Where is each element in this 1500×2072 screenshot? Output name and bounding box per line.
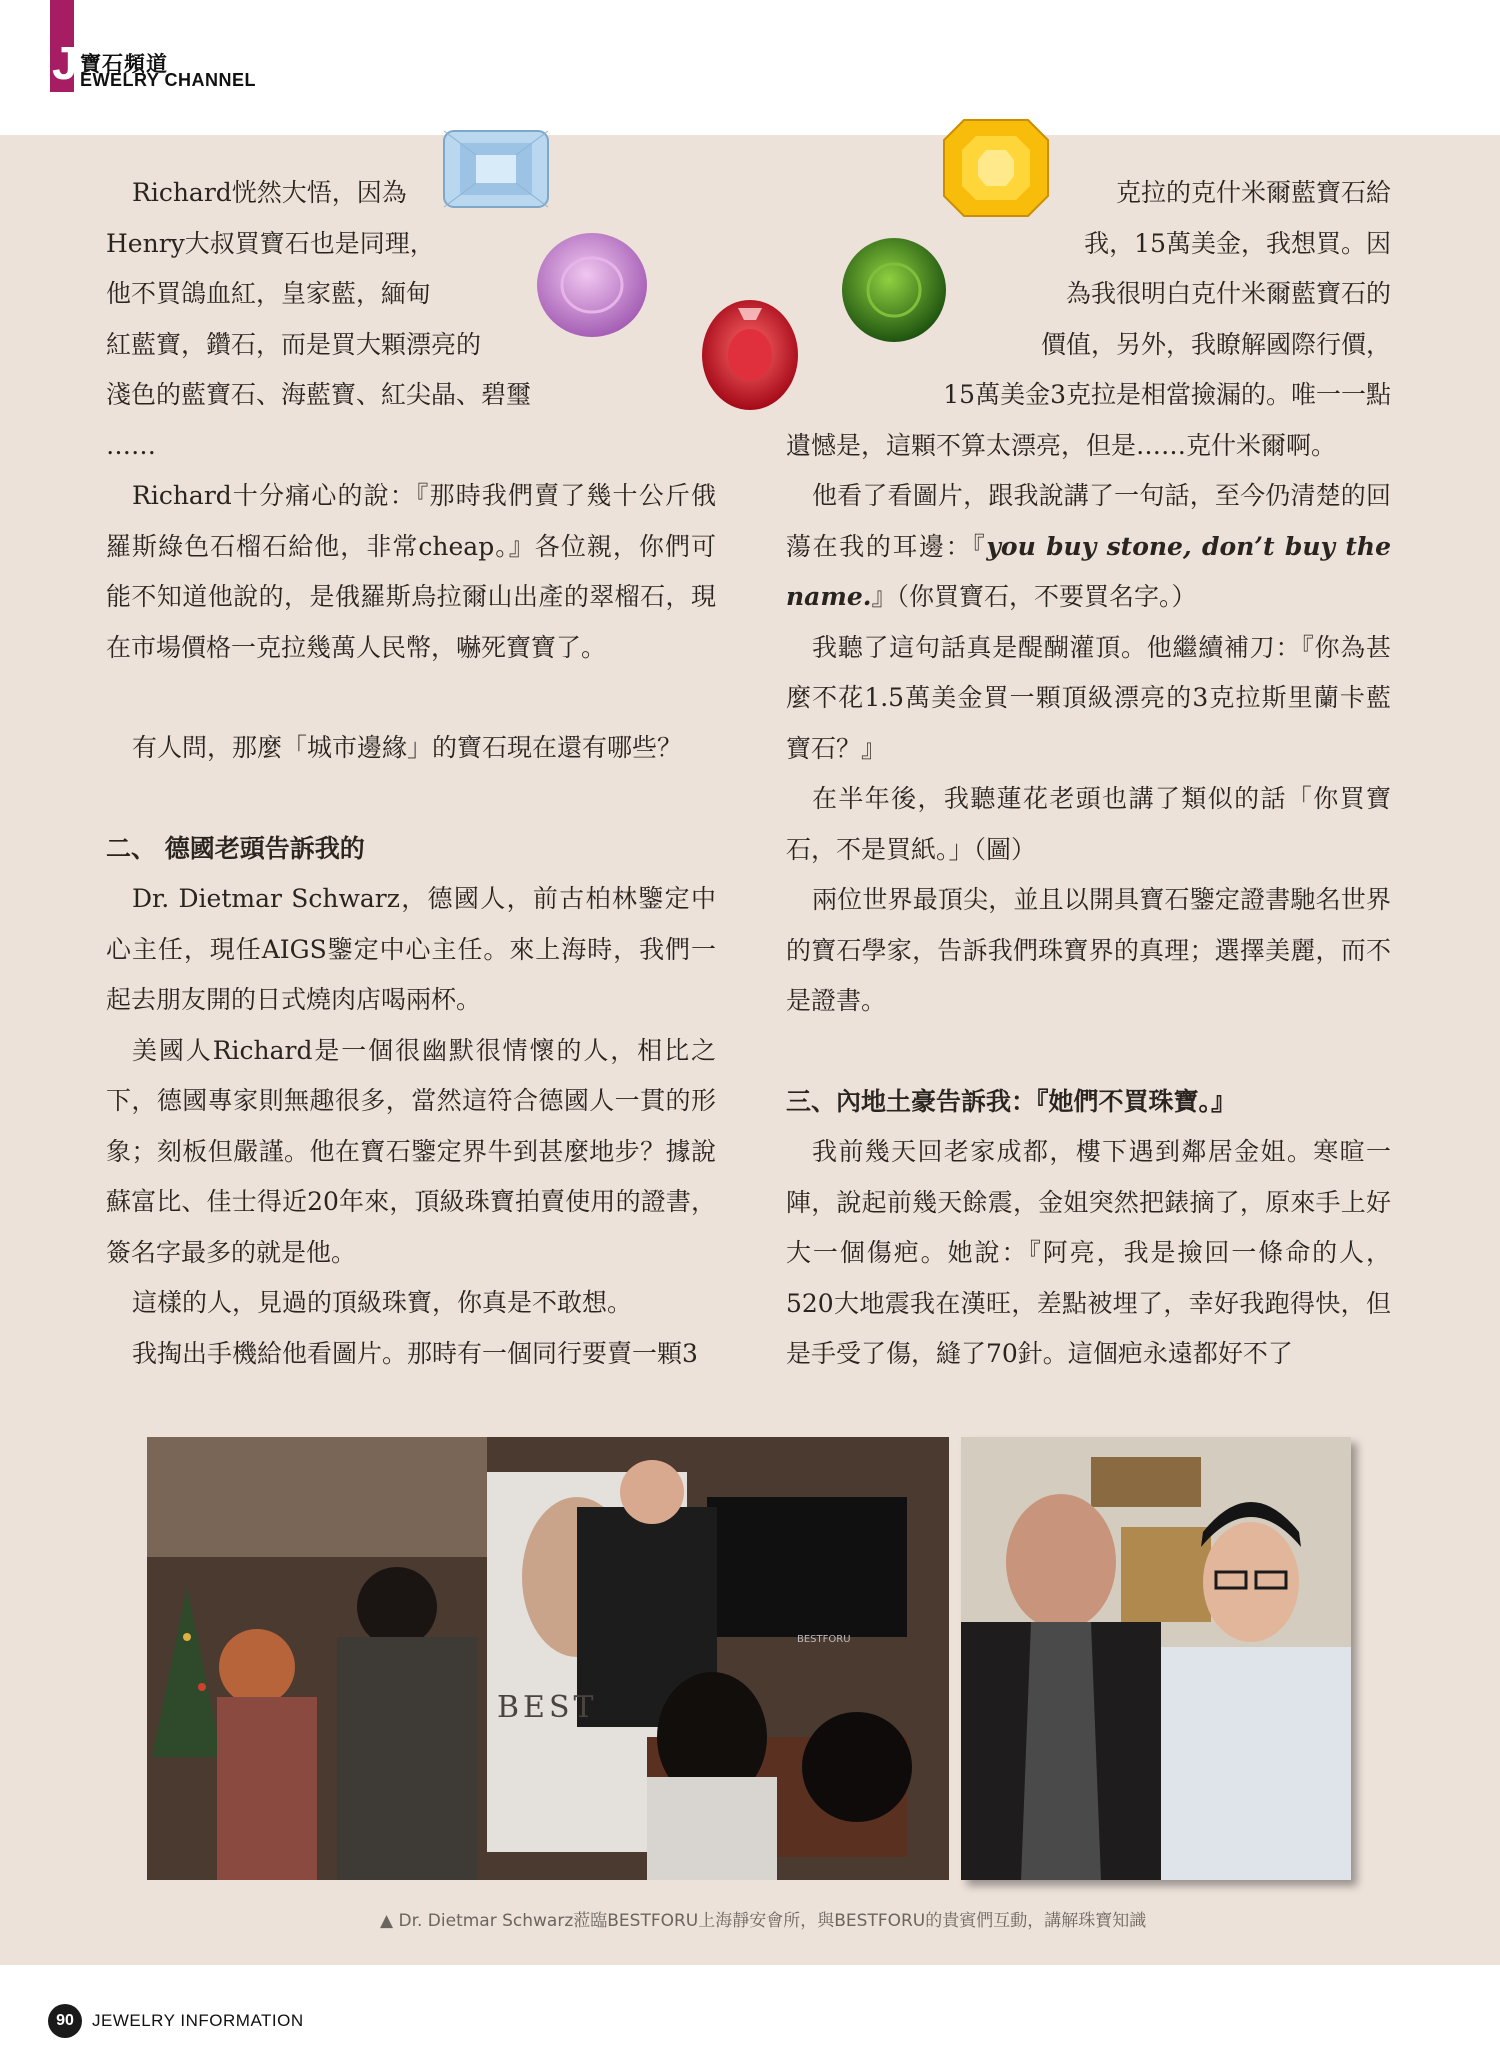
left-line-3: 他不買鴿血紅，皇家藍，緬甸 <box>106 279 432 308</box>
paragraph-quote <box>786 471 1391 623</box>
right-text-column <box>786 168 1391 1380</box>
channel-title-zh: 寶石頻道 <box>80 52 168 76</box>
page-number: 90 <box>48 2004 82 2038</box>
paragraph-chengdu: 我前幾天回老家成都，樓下遇到鄰居金姐。寒暄一陣，說起前幾天餘震，金姐突然把錶摘了，原來手上好大一個傷疤。她說：『阿亮，我是撿回一條命的人，520大地震我在漢旺，差點被埋了，幸好我跑得快，但是手受了傷，縫了70針。這個疤永遠都好不了 <box>786 1137 1391 1368</box>
left-line-2: Henry大叔買寶石也是同理， <box>106 228 435 258</box>
quote-english: you buy stone, don’t buy the name. <box>786 531 1391 611</box>
magazine-name: JEWELRY INFORMATION <box>92 2011 304 2030</box>
right-line-3: 為我很明白克什米爾藍寶石的 <box>1065 279 1391 308</box>
left-line-1: Richard恍然大悟，因為 <box>132 178 407 207</box>
page-header <box>0 0 1500 135</box>
quote-lead: 他看了看圖片，跟我說講了一句話，至今仍清楚的回蕩在我的耳邊：『 <box>786 481 1391 561</box>
left-line-5: 淺色的藍寶石、海藍寶、紅尖晶、碧璽 <box>106 380 532 409</box>
paragraph-dietmar-intro: Dr. Dietmar Schwarz，德國人，前古柏林鑒定中心主任，現任AIGS鑒定中心主任。來上海時，我們一起去朋友開的日式燒肉店喝兩杯。 <box>106 884 716 1014</box>
right-line-4: 價值，另外，我瞭解國際行價， <box>1040 329 1391 359</box>
event-photo <box>147 1437 949 1880</box>
left-line-6: …… <box>106 430 156 460</box>
channel-title-en: EWELRY CHANNEL <box>80 70 257 90</box>
paragraph-lotus: 在半年後，我聽蓮花老頭也講了類似的話「你買寶石，不是買紙。」（圖） <box>786 784 1391 864</box>
paragraph-richard-garnet: Richard十分痛心的說：『那時我們賣了幾十公斤俄羅斯綠色石榴石給他，非常cheap。』各位親，你們可能不知道他說的，是俄羅斯烏拉爾山出產的翠榴石，現在市場價格一克拉幾萬人民幣，嚇死寶寶了。 <box>106 481 716 662</box>
photo-caption: ▲ Dr. Dietmar Schwarz蒞臨BESTFORU上海靜安會所，與BESTFORU的貴賓們互動，講解珠寶知識 <box>380 1911 1147 1931</box>
right-line-1: 克拉的克什米爾藍寶石給 <box>1115 178 1391 207</box>
paragraph-german-expert: 美國人Richard是一個很幽默很情懷的人，相比之下，德國專家則無趣很多，當然這符合德國人一貫的形象；刻板但嚴謹。他在寶石鑒定界牛到甚麼地步？據說蘇富比、佳士得近20年來，頂級珠寶拍賣使用的證書，簽名字最多的就是他。 <box>106 1035 716 1267</box>
paragraph-refill: 我聽了這句話真是醍醐灌頂。他繼續補刀：『你為甚麼不花1.5萬美金買一顆頂級漂亮的3克拉斯里蘭卡藍寶石？』 <box>786 632 1391 763</box>
logo-letter: J <box>52 37 78 89</box>
right-line-5: 15萬美金3克拉是相當撿漏的。唯一一點 <box>943 380 1391 409</box>
banner-brand-text: BEST <box>497 1690 598 1725</box>
left-line-4: 紅藍寶，鑽石，而是買大顆漂亮的 <box>106 329 482 359</box>
event-photo-illustration <box>147 1437 949 1880</box>
paragraph-two-experts: 兩位世界最頂尖，並且以開具寶石鑒定證書馳名世界的寶石學家，告訴我們珠寶界的真理；選擇美麗，而不是證書。 <box>786 885 1391 1015</box>
portrait-photo <box>961 1437 1351 1880</box>
quote-tail: 』（你買寶石，不要買名字。） <box>871 582 1197 611</box>
section-heading-2: 二、 德國老頭告訴我的 <box>106 833 365 863</box>
left-text-column <box>106 168 716 1379</box>
portrait-photo-illustration <box>961 1437 1351 1880</box>
paragraph-question: 有人問，那麼「城市邊緣」的寶石現在還有哪些？ <box>132 733 683 762</box>
right-line-2: 我，15萬美金，我想買。因 <box>1084 228 1391 258</box>
section-heading-3: 三、內地土豪告訴我：『她們不買珠寶。』 <box>786 1086 1237 1116</box>
tv-brand-text: BESTFORU <box>797 1634 851 1645</box>
paragraph-phone-pictures: 我掏出手機給他看圖片。那時有一個同行要賣一顆3 <box>132 1338 698 1368</box>
paragraph-top-jewelry: 這樣的人，見過的頂級珠寶，你真是不敢想。 <box>132 1288 633 1317</box>
right-line-6: 遺憾是，這顆不算太漂亮，但是……克什米爾啊。 <box>786 430 1337 460</box>
